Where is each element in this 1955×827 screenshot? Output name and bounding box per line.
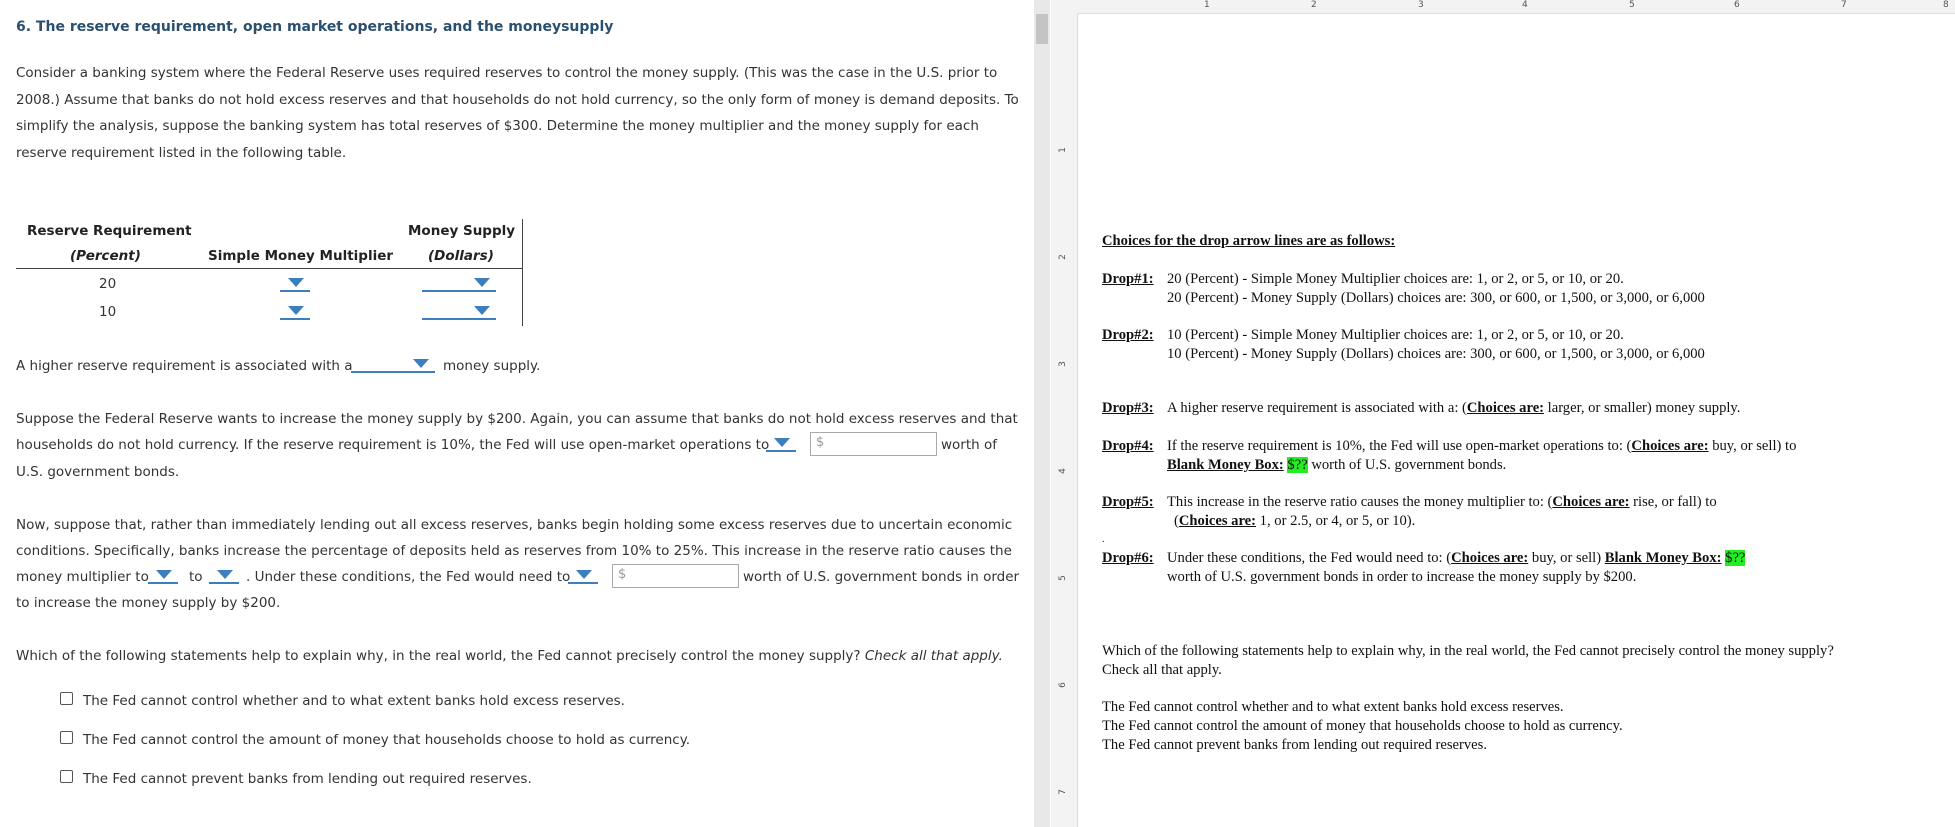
now-para-line3c: . Under these conditions, the Fed would need to <box>246 569 571 585</box>
money-input-10pct[interactable] <box>810 432 937 456</box>
drop6-text-a: Under these conditions, the Fed would need to: ( <box>1167 550 1452 566</box>
col-money-header: Money Supply <box>408 223 516 239</box>
hruler-number: 3 <box>1418 0 1424 10</box>
fed-para-line2: households do not hold currency. If the reserve requirement is 10%, the Fed will use open-market operations to <box>16 437 770 453</box>
doc-which-line2: Check all that apply. <box>1102 662 1222 678</box>
row-20-money-supply-dropdown[interactable] <box>422 276 496 292</box>
which-question-hint: Check all that apply. <box>864 648 1003 664</box>
dollar-placeholder: $ <box>618 567 627 582</box>
option-2-label: The Fed cannot control the amount of money that households choose to hold as currency. <box>83 732 691 748</box>
chevron-down-icon <box>217 570 233 579</box>
doc-which-line1: Which of the following statements help to explain why, in the real world, the Fed cannot precisely control the money supply? <box>1102 643 1834 659</box>
vertical-ruler <box>1051 0 1078 827</box>
option-1-label: The Fed cannot control whether and to what extent banks hold excess reserves. <box>83 693 625 709</box>
row-20-multiplier-dropdown[interactable] <box>280 276 310 292</box>
vruler-number: 3 <box>1057 361 1068 367</box>
vruler-number: 4 <box>1057 468 1068 474</box>
hruler-number: 2 <box>1311 0 1317 10</box>
fed-para-line1: Suppose the Federal Reserve wants to increase the money supply by $200. Again, you can assume that banks do not hold excess reserves and that <box>16 411 1018 427</box>
drop5-text-a: This increase in the reserve ratio causes the money multiplier to: ( <box>1167 494 1553 510</box>
hruler-number: 4 <box>1522 0 1528 10</box>
drop3-text-b: larger, or smaller) money supply. <box>1544 400 1741 416</box>
question-title: 6. The reserve requirement, open market operations, and the moneysupply <box>16 19 614 35</box>
table-right-rule <box>522 219 523 326</box>
vruler-number: 1 <box>1057 147 1068 153</box>
drop4-text-b: buy, or sell) to <box>1708 438 1797 454</box>
hruler-number: 7 <box>1841 0 1847 10</box>
stray-dot: . <box>1102 534 1105 545</box>
buy-sell-dropdown-25pct[interactable] <box>568 568 598 584</box>
row-10-money-supply-dropdown[interactable] <box>422 304 496 320</box>
choices-are-label: Choices are: <box>1451 550 1529 566</box>
money-input-25pct[interactable] <box>612 564 739 588</box>
table-header-rule <box>16 268 523 269</box>
highlighted-placeholder: $?? <box>1725 550 1746 566</box>
drop5-text-b: rise, or fall) to <box>1629 494 1717 510</box>
hruler-number: 1 <box>1204 0 1210 10</box>
drop1-line2: 20 (Percent) - Money Supply (Dollars) choices are: 300, or 600, or 1,500, or 3,000, or 6,000 <box>1167 290 1705 306</box>
doc-statement-1: The Fed cannot control whether and to what extent banks hold excess reserves. <box>1102 699 1564 715</box>
document-page <box>1077 14 1955 827</box>
drop4-text-c: worth of U.S. government bonds. <box>1307 457 1507 473</box>
chevron-down-icon <box>156 570 172 579</box>
row-10-reserve: 10 <box>99 304 117 320</box>
doc-heading: Choices for the drop arrow lines are as follows: <box>1102 233 1396 249</box>
higher-req-text: A higher reserve requirement is associated with a <box>16 358 353 374</box>
chevron-down-icon <box>288 278 304 287</box>
vruler-number: 5 <box>1057 575 1068 581</box>
now-para-line4: to increase the money supply by $200. <box>16 595 281 611</box>
intro-paragraph: Consider a banking system where the Federal Reserve uses required reserves to control the money supply. (This was the case in the U.S. prior to 2008.) Assume that banks do not hold excess reserves and that households do not hold currency, so the only form of money is demand deposits. To simplify the analysis, suppose the banking system has total reserves of $300. Determine the money multiplier and the money supply for each reserve requirement listed in the following table. <box>16 65 1019 161</box>
blank-money-box-label: Blank Money Box: <box>1604 550 1722 566</box>
now-para-line3d: worth of U.S. government bonds in order <box>743 569 1020 585</box>
drop4-line1 <box>1167 438 1796 455</box>
chevron-down-icon <box>576 570 592 579</box>
higher-req-suffix: money supply. <box>443 358 541 374</box>
doc-statement-3: The Fed cannot prevent banks from lending out required reserves. <box>1102 737 1487 753</box>
now-para-line2: conditions. Specifically, banks increase the percentage of deposits held as reserves from 10% to 25%. This increase in the reserve ratio causes the <box>16 543 1012 559</box>
chevron-down-icon <box>474 278 490 287</box>
choices-are-label: Choices are: <box>1466 400 1545 416</box>
hruler-number: 5 <box>1629 0 1635 10</box>
drop2-line2: 10 (Percent) - Money Supply (Dollars) choices are: 300, or 600, or 1,500, or 3,000, or 6,000 <box>1167 346 1705 362</box>
vruler-number: 6 <box>1057 682 1068 688</box>
drop6-text-b: buy, or sell) <box>1528 550 1605 566</box>
col-reserve-subheader: (Percent) <box>70 248 141 264</box>
now-para-line3b: to <box>189 569 203 585</box>
vertical-scrollbar[interactable] <box>1034 0 1050 827</box>
col-multiplier-header: Simple Money Multiplier <box>208 248 394 264</box>
chevron-down-icon <box>474 306 490 315</box>
which-question <box>16 648 1003 664</box>
multiplier-direction-dropdown[interactable] <box>148 568 178 584</box>
drop6-line1 <box>1167 550 1745 567</box>
col-money-subheader: (Dollars) <box>428 248 494 264</box>
which-question-text: Which of the following statements help to explain why, in the real world, the Fed cannot precisely control the money supply? <box>16 648 861 664</box>
fed-para-worth: worth of <box>941 437 998 453</box>
chevron-down-icon <box>413 359 429 368</box>
row-20-reserve: 20 <box>99 276 117 292</box>
buy-sell-dropdown-10pct[interactable] <box>766 436 796 452</box>
dollar-placeholder: $ <box>816 435 825 450</box>
chevron-down-icon <box>774 438 790 447</box>
hruler-number: 8 <box>1943 0 1949 10</box>
fed-para-line3: U.S. government bonds. <box>16 464 180 480</box>
drop6-line2: worth of U.S. government bonds in order to increase the money supply by $200. <box>1167 569 1637 585</box>
option-2-checkbox[interactable] <box>60 731 73 744</box>
higher-req-dropdown[interactable] <box>351 357 435 373</box>
option-1-checkbox[interactable] <box>60 692 73 705</box>
drop5-label: Drop#5: <box>1102 494 1154 510</box>
drop4-line2 <box>1167 457 1506 474</box>
drop1-label: Drop#1: <box>1102 271 1154 287</box>
drop3-text-a: A higher reserve requirement is associated with a: ( <box>1167 400 1467 416</box>
hruler-number: 6 <box>1734 0 1740 10</box>
drop4-label: Drop#4: <box>1102 438 1154 454</box>
drop2-label: Drop#2: <box>1102 327 1154 343</box>
col-reserve-header: Reserve Requirement <box>27 223 192 239</box>
option-3-checkbox[interactable] <box>60 770 73 783</box>
horizontal-ruler <box>1077 0 1955 14</box>
doc-statement-2: The Fed cannot control the amount of money that households choose to hold as currency. <box>1102 718 1623 734</box>
drop3-label: Drop#3: <box>1102 400 1154 416</box>
chevron-down-icon <box>288 306 304 315</box>
choices-are-label: Choices are: <box>1178 513 1257 529</box>
blank-money-box-label: Blank Money Box: <box>1167 457 1284 473</box>
multiplier-value-dropdown[interactable] <box>209 568 239 584</box>
vruler-number: 7 <box>1057 789 1068 795</box>
now-para-line3a: money multiplier to <box>16 569 149 585</box>
drop1-line1: 20 (Percent) - Simple Money Multiplier choices are: 1, or 2, or 5, or 10, or 20. <box>1167 271 1624 287</box>
drop6-label: Drop#6: <box>1102 550 1154 566</box>
highlighted-placeholder: $?? <box>1287 457 1308 473</box>
choices-are-label: Choices are: <box>1631 438 1709 454</box>
drop5-line2: (Choices are: 1, or 2.5, or 4, or 5, or 10). <box>1174 513 1416 529</box>
drop3-text <box>1167 400 1740 417</box>
now-para-line1: Now, suppose that, rather than immediately lending out all excess reserves, banks begin holding some excess reserves due to uncertain economic <box>16 517 1013 533</box>
option-3-label: The Fed cannot prevent banks from lending out required reserves. <box>83 771 532 787</box>
drop4-text-a: If the reserve requirement is 10%, the Fed will use open-market operations to: ( <box>1167 438 1632 454</box>
vruler-number: 2 <box>1057 254 1068 260</box>
drop5-text-c: 1, or 2.5, or 4, or 5, or 10). <box>1259 513 1416 529</box>
choices-are-label: Choices are: <box>1552 494 1630 510</box>
scrollbar-thumb[interactable] <box>1036 14 1048 44</box>
drop5-line1 <box>1167 494 1717 511</box>
drop2-line1: 10 (Percent) - Simple Money Multiplier choices are: 1, or 2, or 5, or 10, or 20. <box>1167 327 1624 343</box>
row-10-multiplier-dropdown[interactable] <box>280 304 310 320</box>
